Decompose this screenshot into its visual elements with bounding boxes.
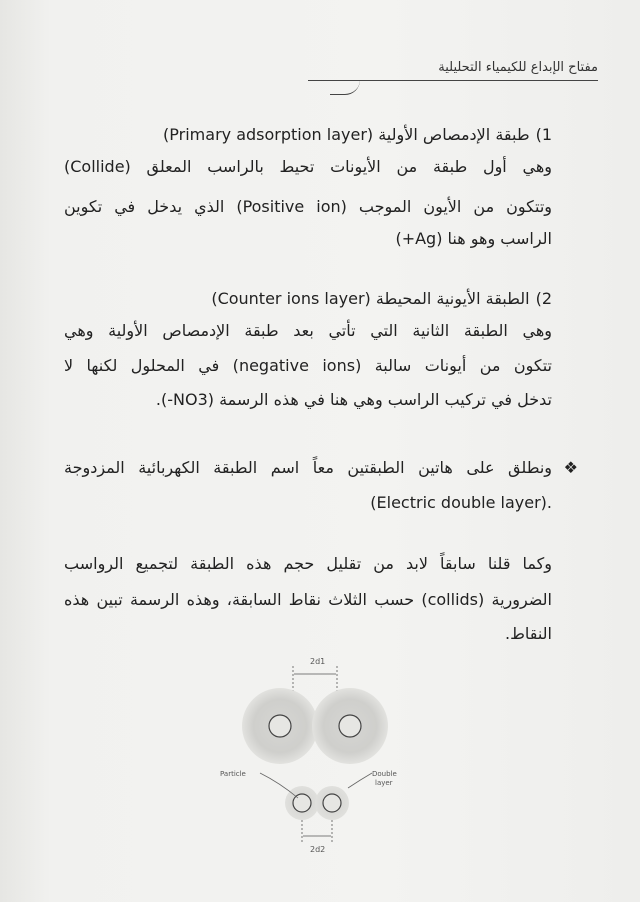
label-double: Double — [372, 770, 397, 778]
label-2d2: 2d2 — [310, 845, 326, 854]
section1-number: 1) — [535, 125, 552, 144]
section2-line-1: وهي الطبقة الثانية التي تأتي بعد طبقة الإدمصاص الأولية وهي — [64, 321, 552, 340]
section2-line-2: تتكون من أيونات سالبة (negative ions) في المحلول لكنها لا — [64, 356, 553, 375]
section1-title: طبقة الإدمصاص الأولية (Primary adsorption layer) — [163, 125, 530, 144]
section1-heading — [163, 118, 552, 151]
label-layer: layer — [375, 779, 393, 787]
large-particle-right — [339, 715, 361, 737]
section2-number: 2) — [535, 289, 552, 308]
section1-line-3: الراسب وهو هنا (Ag+) — [395, 229, 552, 248]
note-line-1: ونطلق على هاتين الطبقتين معاً اسم الطبقة الكهربائية المزدوجة — [64, 458, 552, 477]
label-2d1: 2d1 — [310, 657, 326, 666]
section2-title: الطبقة الأيونية المحيطة (Counter ions layer) — [211, 289, 530, 308]
double-layer-diagram — [220, 648, 420, 858]
section2-line-3: تدخل في تركيب الراسب وهي هنا في هذه الرسمة (NO3-). — [155, 390, 552, 409]
note-bullet-icon: ❖ — [563, 458, 578, 477]
paragraph-line-1: وكما قلنا سابقاً لابد من تقليل حجم هذه الطبقة لتجميع الرواسب — [64, 554, 552, 573]
paragraph-line-3: النقاط. — [505, 624, 552, 643]
note-line-2: .(Electric double layer) — [370, 493, 552, 512]
section2-heading — [211, 282, 552, 315]
double-layer-leader-line — [348, 773, 372, 788]
small-particle-left — [293, 794, 311, 812]
small-particle-right — [323, 794, 341, 812]
large-particle-left — [269, 715, 291, 737]
paragraph-line-2: الضرورية (collids) حسب الثلاث نقاط السابقة، وهذه الرسمة تبين هذه — [64, 590, 553, 609]
label-particle: Particle — [220, 770, 246, 778]
header-flourish — [330, 80, 360, 95]
page-header: مفتاح الإبداع للكيمياء التحليلية — [438, 60, 598, 75]
section1-line-2: وتتكون من الأيون الموجب (Positive ion) الذي يدخل في تكوين — [64, 197, 553, 216]
section1-line-1: وهي أول طبقة من الأيونات تحيط بالراسب المعلق (Collide) — [64, 157, 552, 176]
